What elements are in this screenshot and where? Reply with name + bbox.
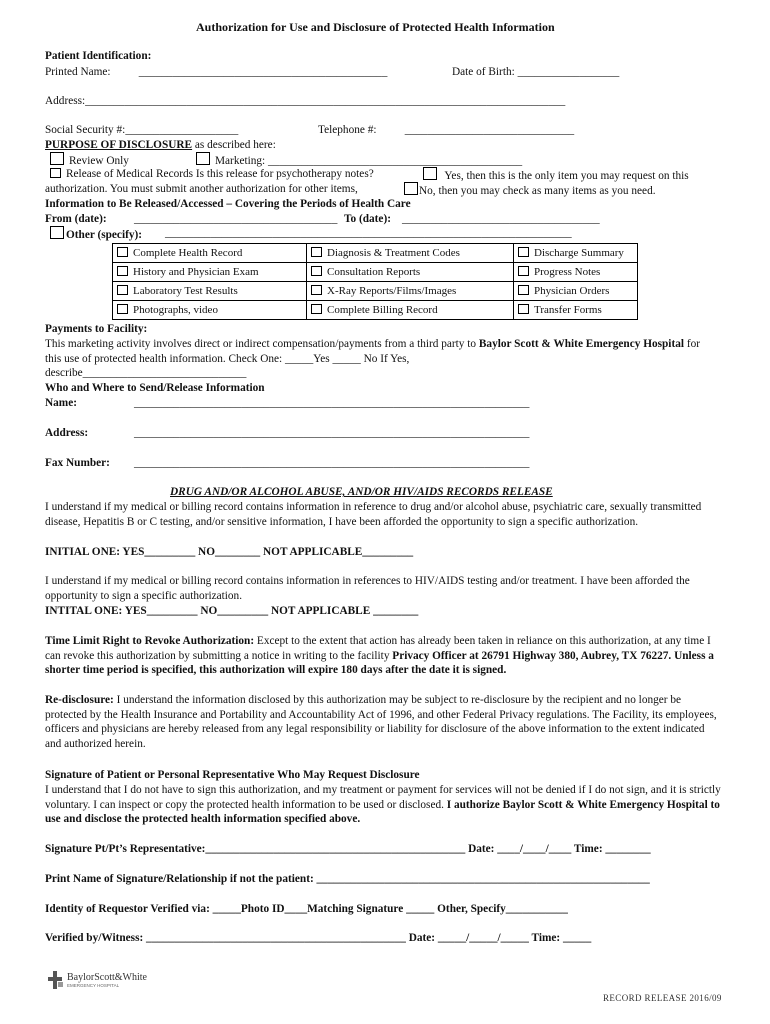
option-checkbox[interactable] (117, 247, 128, 257)
marketing-checkbox[interactable] (196, 152, 210, 165)
revoke-paragraph (45, 634, 729, 678)
table-row (113, 282, 638, 301)
purpose-label: PURPOSE OF DISCLOSURE (45, 139, 193, 151)
baylor-logo (47, 970, 147, 990)
telephone-field[interactable]: Telephone #: ______________________________ (318, 124, 575, 136)
psych-no-checkbox[interactable] (404, 182, 418, 195)
release-medical-option[interactable] (50, 167, 374, 182)
describe-field[interactable]: describe_____________________________ (45, 367, 247, 379)
redisclosure-heading: Re-disclosure: (45, 694, 114, 706)
option-cell[interactable] (113, 244, 307, 263)
other-specify-field[interactable]: ________________________________________________________________________ (165, 227, 572, 239)
drug-heading: DRUG AND/OR ALCOHOL ABUSE, AND/OR HIV/AIDS RECORDS RELEASE (170, 486, 553, 498)
option-label: Consultation Reports (327, 265, 421, 278)
initial-one-drug[interactable]: INITIAL ONE: YES_________ NO________ NOT APPLICABLE_________ (45, 546, 414, 558)
psych-no-label: No, then you may check as many items as you need. (419, 185, 656, 197)
table-row (113, 263, 638, 282)
option-cell[interactable] (514, 244, 638, 263)
who-heading: Who and Where to Send/Release Information (45, 382, 265, 394)
payments-text-2: for this use of protected health information. Check One: _____Yes _____ No If Yes, (45, 338, 700, 365)
initial-one-hiv[interactable]: INTITAL ONE: YES_________ NO_________ NOT APPLICABLE ________ (45, 605, 419, 617)
psych-no-option[interactable] (404, 182, 656, 199)
drug-paragraph: I understand if my medical or billing record contains information in reference to drug and/or alcohol abuse, psychiatric care, sexually transmitted disease, Hepatitis B or C testing, and/or sensitive information, I have been afforded the opportunity to sign a specific authorization. (45, 501, 702, 528)
other-specify-checkbox[interactable] (50, 226, 64, 239)
table-row (113, 244, 638, 263)
option-label: X-Ray Reports/Films/Images (327, 284, 457, 297)
hiv-paragraph: I understand if my medical or billing record contains information in references to HIV/AIDS testing and/or treatment. I have been afforded the opportunity to sign a specific authorization. (45, 575, 690, 602)
verified-witness-line[interactable]: Verified by/Witness: ______________________________________________ Date: _____/_____/_____ Time: _____ (45, 932, 592, 944)
option-label: Discharge Summary (534, 246, 624, 259)
records-options-table (112, 243, 638, 320)
option-checkbox[interactable] (117, 304, 128, 314)
address-field[interactable]: Address:_____________________________________________________________________________________ (45, 95, 566, 107)
option-cell[interactable] (514, 301, 638, 320)
purpose-suffix: as described here: (192, 139, 276, 151)
ssn-field[interactable]: Social Security #:____________________ (45, 124, 239, 136)
recipient-address-field[interactable]: ______________________________________________________________________ (134, 427, 530, 439)
option-checkbox[interactable] (117, 266, 128, 276)
name-label: Name: (45, 397, 77, 409)
option-cell[interactable] (307, 301, 514, 320)
option-checkbox[interactable] (311, 266, 322, 276)
option-checkbox[interactable] (311, 285, 322, 295)
option-label: Complete Health Record (133, 246, 243, 259)
option-checkbox[interactable] (311, 304, 322, 314)
table-row (113, 301, 638, 320)
printed-name-field[interactable]: Printed Name: ____________________________________________ (45, 66, 388, 78)
option-checkbox[interactable] (117, 285, 128, 295)
page-title: Authorization for Use and Disclosure of Protected Health Information (196, 20, 555, 34)
recipient-fax-field[interactable]: ______________________________________________________________________ (134, 457, 530, 469)
signature-bold-text: I authorize Baylor Scott & White Emergency Hospital to use and disclose the protected health information specified above. (45, 798, 720, 826)
option-checkbox[interactable] (518, 304, 529, 314)
from-date-field[interactable]: ____________________________________ (134, 213, 338, 225)
option-cell[interactable] (307, 263, 514, 282)
facility-name: Baylor Scott & White Emergency Hospital (478, 338, 684, 350)
option-label: Diagnosis & Treatment Codes (327, 246, 460, 259)
patient-id-heading: Patient Identification: (45, 50, 152, 62)
info-heading: Information to Be Released/Accessed – Covering the Periods of Health Care (45, 198, 411, 210)
recipient-name-field[interactable]: ______________________________________________________________________ (134, 397, 530, 409)
review-only-label: Review Only (69, 155, 129, 167)
option-cell[interactable] (113, 263, 307, 282)
signature-paragraph (45, 783, 729, 827)
address-label: Address: (45, 427, 89, 439)
payments-paragraph (45, 337, 717, 366)
option-label: Photographs, video (133, 303, 218, 316)
fax-label: Fax Number: (45, 457, 110, 469)
authorization-line: authorization. You must submit another authorization for other items, (45, 183, 358, 195)
other-specify-label: Other (specify): (66, 229, 143, 241)
option-checkbox[interactable] (311, 247, 322, 257)
logo-subtext: EMERGENCY HOSPITAL (67, 983, 120, 988)
option-cell[interactable] (307, 244, 514, 263)
option-label: Transfer Forms (534, 303, 602, 316)
revoke-bold-text: Privacy Officer at 26791 Highway 380, Aubrey, TX 76227. Unless a shorter time period is specified, this authorization will expire 180 days after the date it is signed. (45, 649, 714, 677)
redisclosure-paragraph (45, 693, 720, 752)
purpose-line (45, 138, 276, 153)
option-cell[interactable] (514, 282, 638, 301)
date-of-birth-field[interactable]: Date of Birth: __________________ (452, 66, 620, 78)
print-name-line[interactable]: Print Name of Signature/Relationship if not the patient: ___________________________________________________________ (45, 873, 650, 885)
to-date-label: To (date): (344, 213, 391, 225)
signature-line[interactable]: Signature Pt/Pt’s Representative:______________________________________________ Date: ____/____/____ Time: ________ (45, 843, 651, 855)
footer-record-release: RECORD RELEASE 2016/09 (603, 993, 722, 1003)
option-cell[interactable] (113, 301, 307, 320)
option-cell[interactable] (514, 263, 638, 282)
review-only-checkbox[interactable] (50, 152, 64, 165)
signature-text: I understand that I do not have to sign this authorization, and my treatment or payment for services will not be denied if I do not sign, and it is strictly voluntary. I can inspect or copy the protected health information to be used or disclosed. (45, 784, 721, 811)
option-label: History and Physician Exam (133, 265, 259, 278)
identity-verified-line[interactable]: Identity of Requestor Verified via: _____Photo ID____Matching Signature _____ Other, Specify___________ (45, 903, 568, 915)
cross-logo-icon (47, 970, 147, 992)
option-checkbox[interactable] (518, 247, 529, 257)
option-cell[interactable] (113, 282, 307, 301)
release-medical-label: Release of Medical Records Is this release for psychotherapy notes? (66, 168, 374, 180)
release-medical-checkbox[interactable] (50, 168, 61, 178)
from-date-label: From (date): (45, 213, 107, 225)
to-date-field[interactable]: ___________________________________ (402, 213, 600, 225)
option-label: Progress Notes (534, 265, 601, 278)
redisclosure-text: I understand the information disclosed by this authorization may be subject to re-disclosure by the recipient and no longer be protected by the Health Insurance and Portability and Accountability Act of 1996, and other Federal Privacy regulations. The Facility, its employees, officers and physicians are hereby released from any legal responsibility or liability for disclosure of the above information to the extent indicated and authorized herein. (45, 694, 717, 751)
option-label: Physician Orders (534, 284, 610, 297)
psych-yes-label: Yes, then this is the only item you may request on this (442, 170, 689, 182)
marketing-label: Marketing: _____________________________________________ (215, 155, 523, 167)
payments-heading: Payments to Facility: (45, 323, 148, 335)
logo-text: BaylorScott&White (67, 972, 147, 983)
option-label: Laboratory Test Results (133, 284, 238, 297)
option-cell[interactable] (307, 282, 514, 301)
revoke-text: Except to the extent that action has already been taken in reliance on this authorization, at any time I can revoke this authorization by submitting a notice in writing to the facility (45, 635, 711, 662)
payments-text: This marketing activity involves direct or indirect compensation/payments from a third party to (45, 338, 479, 350)
psych-yes-checkbox[interactable] (423, 167, 437, 180)
revoke-heading: Time Limit Right to Revoke Authorization: (45, 635, 255, 647)
option-checkbox[interactable] (518, 266, 529, 276)
other-specify-option[interactable] (50, 226, 142, 243)
option-label: Complete Billing Record (327, 303, 438, 316)
signature-heading: Signature of Patient or Personal Representative Who May Request Disclosure (45, 769, 420, 781)
option-checkbox[interactable] (518, 285, 529, 295)
